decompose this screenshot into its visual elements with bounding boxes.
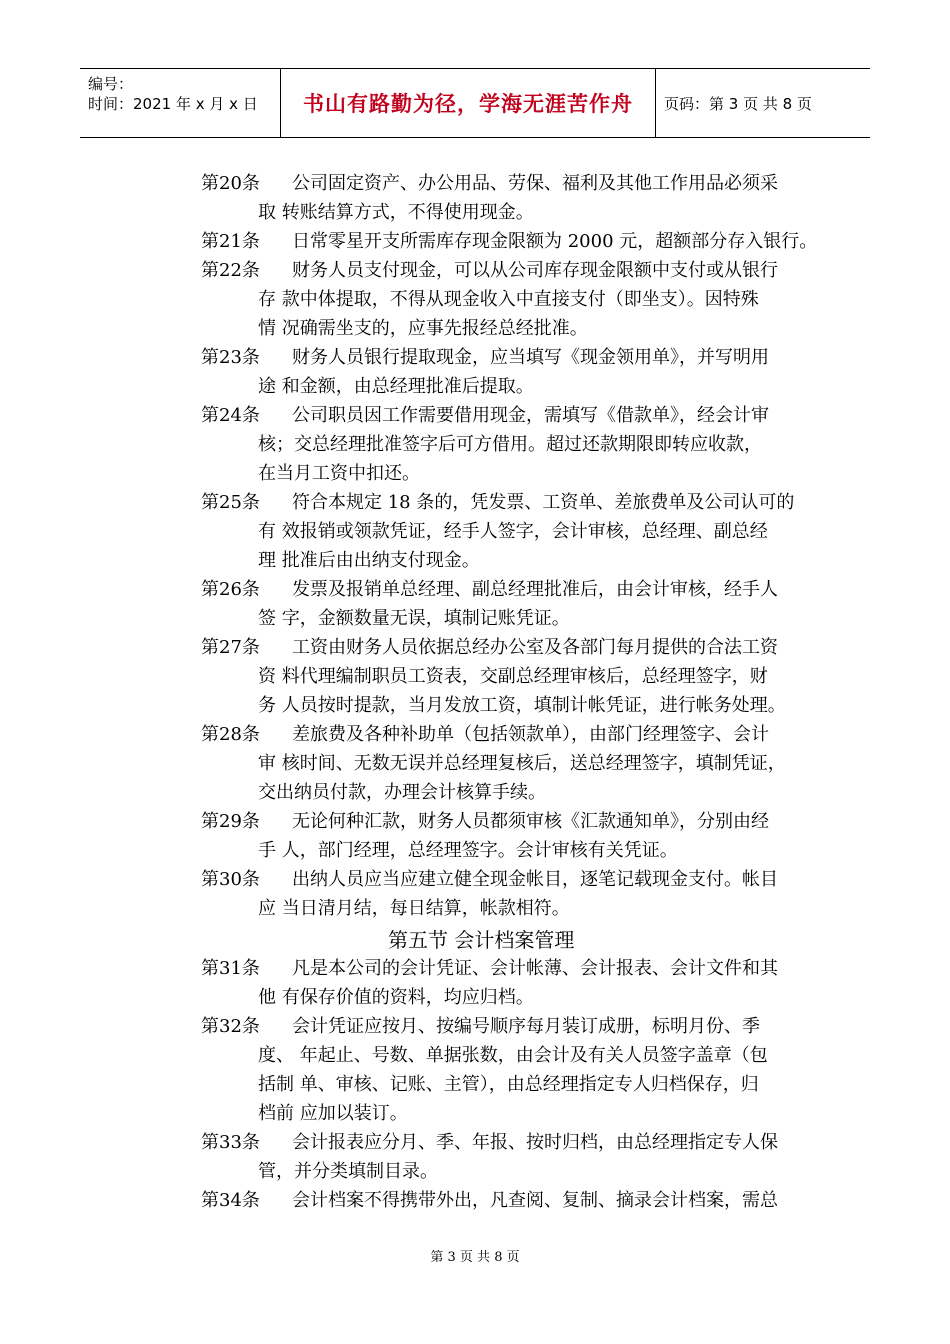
article-text-line: 应 当日清月结，每日结算，帐款相符。 — [258, 898, 570, 919]
article-text-line: 会计报表应分月、季、年报、按时归档，由总经理指定专人保 — [292, 1132, 778, 1153]
article-text-line: 资 料代理编制职员工资表，交副总经理审核后，总经理签字，财 — [258, 666, 768, 687]
article-text-line: 在当月工资中扣还。 — [258, 463, 420, 484]
header-meta — [80, 69, 280, 137]
article-text-line: 取 转账结算方式，不得使用现金。 — [258, 202, 534, 223]
article-number: 第29条 — [201, 811, 260, 832]
article-text-line: 存 款中体提取，不得从现金收入中直接支付（即坐支）。因特殊 — [258, 289, 759, 310]
article-text-line: 公司职员因工作需要借用现金，需填写《借款单》，经会计审 — [292, 405, 769, 426]
article-number: 第25条 — [201, 492, 260, 513]
article-text-line: 括制 单、审核、记账、主管），由总经理指定专人归档保存，归 — [258, 1074, 759, 1095]
article-number: 第27条 — [201, 637, 260, 658]
article-text-line: 符合本规定 18 条的，凭发票、工资单、差旅费单及公司认可的 — [292, 492, 795, 513]
page-footer: 第 3 页 共 8 页 — [430, 1250, 520, 1265]
document-number-label: 编号： — [88, 75, 134, 93]
article-text-line: 会计凭证应按月、按编号顺序每月装订成册，标明月份、季 — [292, 1016, 760, 1037]
article-number: 第31条 — [201, 958, 260, 979]
article-text-line: 途 和金额，由总经理批准后提取。 — [258, 376, 534, 397]
article-text-line: 出纳人员应当应建立健全现金帐目，逐笔记载现金支付。帐目 — [292, 869, 778, 890]
header-page-info: 页码：第 3 页 共 8 页 — [664, 94, 812, 113]
article-text-line: 财务人员支付现金，可以从公司库存现金限额中支付或从银行 — [292, 260, 778, 281]
article-text-line: 度、 年起止、号数、单据张数，由会计及有关人员签字盖章（包 — [258, 1045, 768, 1066]
article-text-line: 日常零星开支所需库存现金限额为 2000 元，超额部分存入银行。 — [292, 231, 818, 252]
article-number: 第20条 — [201, 173, 260, 194]
article-text-line: 审 核时间、无数无误并总经理复核后，送总经理签字，填制凭证， — [258, 753, 786, 774]
article-text-line: 情 况确需坐支的，应事先报经总经批准。 — [258, 318, 588, 339]
article-text-line: 无论何种汇款，财务人员都须审核《汇款通知单》，分别由经 — [292, 811, 769, 832]
article-text-line: 交出纳员付款，办理会计核算手续。 — [258, 782, 546, 803]
article-number: 第22条 — [201, 260, 260, 281]
article-text-line: 理 批准后由出纳支付现金。 — [258, 550, 480, 571]
article-text-line: 差旅费及各种补助单（包括领款单），由部门经理签字、会计 — [292, 724, 769, 745]
article-text-line: 档前 应加以装订。 — [258, 1103, 408, 1124]
article-number: 第26条 — [201, 579, 260, 600]
article-text-line: 凡是本公司的会计凭证、会计帐薄、会计报表、会计文件和其 — [292, 958, 778, 979]
article-text-line: 会计档案不得携带外出，凡查阅、复制、摘录会计档案，需总 — [292, 1190, 778, 1211]
article-text-line: 发票及报销单总经理、副总经理批准后，由会计审核，经手人 — [292, 579, 778, 600]
article-text-line: 手 人，部门经理，总经理签字。会计审核有关凭证。 — [258, 840, 678, 861]
article-number: 第24条 — [201, 405, 260, 426]
article-text-line: 核；交总经理批准签字后可方借用。超过还款期限即转应收款， — [258, 434, 762, 455]
header-motto: 书山有路勤为径，学海无涯苦作舟 — [280, 69, 656, 137]
article-text-line: 有 效报销或领款凭证，经手人签字，会计审核，总经理、副总经 — [258, 521, 768, 542]
article-number: 第28条 — [201, 724, 260, 745]
page-header — [80, 68, 870, 138]
article-text-line: 工资由财务人员依据总经办公室及各部门每月提供的合法工资 — [292, 637, 778, 658]
article-text-line: 管，并分类填制目录。 — [258, 1161, 438, 1182]
article-text-line: 签 字，金额数量无误，填制记账凭证。 — [258, 608, 570, 629]
article-number: 第32条 — [201, 1016, 260, 1037]
article-text-line: 务 人员按时提款，当月发放工资，填制计帐凭证，进行帐务处理。 — [258, 695, 786, 716]
article-number: 第23条 — [201, 347, 260, 368]
article-number: 第34条 — [201, 1190, 260, 1211]
article-text-line: 他 有保存价值的资料，均应归档。 — [258, 987, 534, 1008]
article-text-line: 财务人员银行提取现金，应当填写《现金领用单》，并写明用 — [292, 347, 769, 368]
article-number: 第21条 — [201, 231, 260, 252]
document-time-label: 时间：2021 年 x 月 x 日 — [88, 95, 258, 113]
article-text-line: 公司固定资产、办公用品、劳保、福利及其他工作用品必须采 — [292, 173, 778, 194]
section-title: 第五节 会计档案管理 — [388, 928, 575, 952]
article-number: 第33条 — [201, 1132, 260, 1153]
article-number: 第30条 — [201, 869, 260, 890]
